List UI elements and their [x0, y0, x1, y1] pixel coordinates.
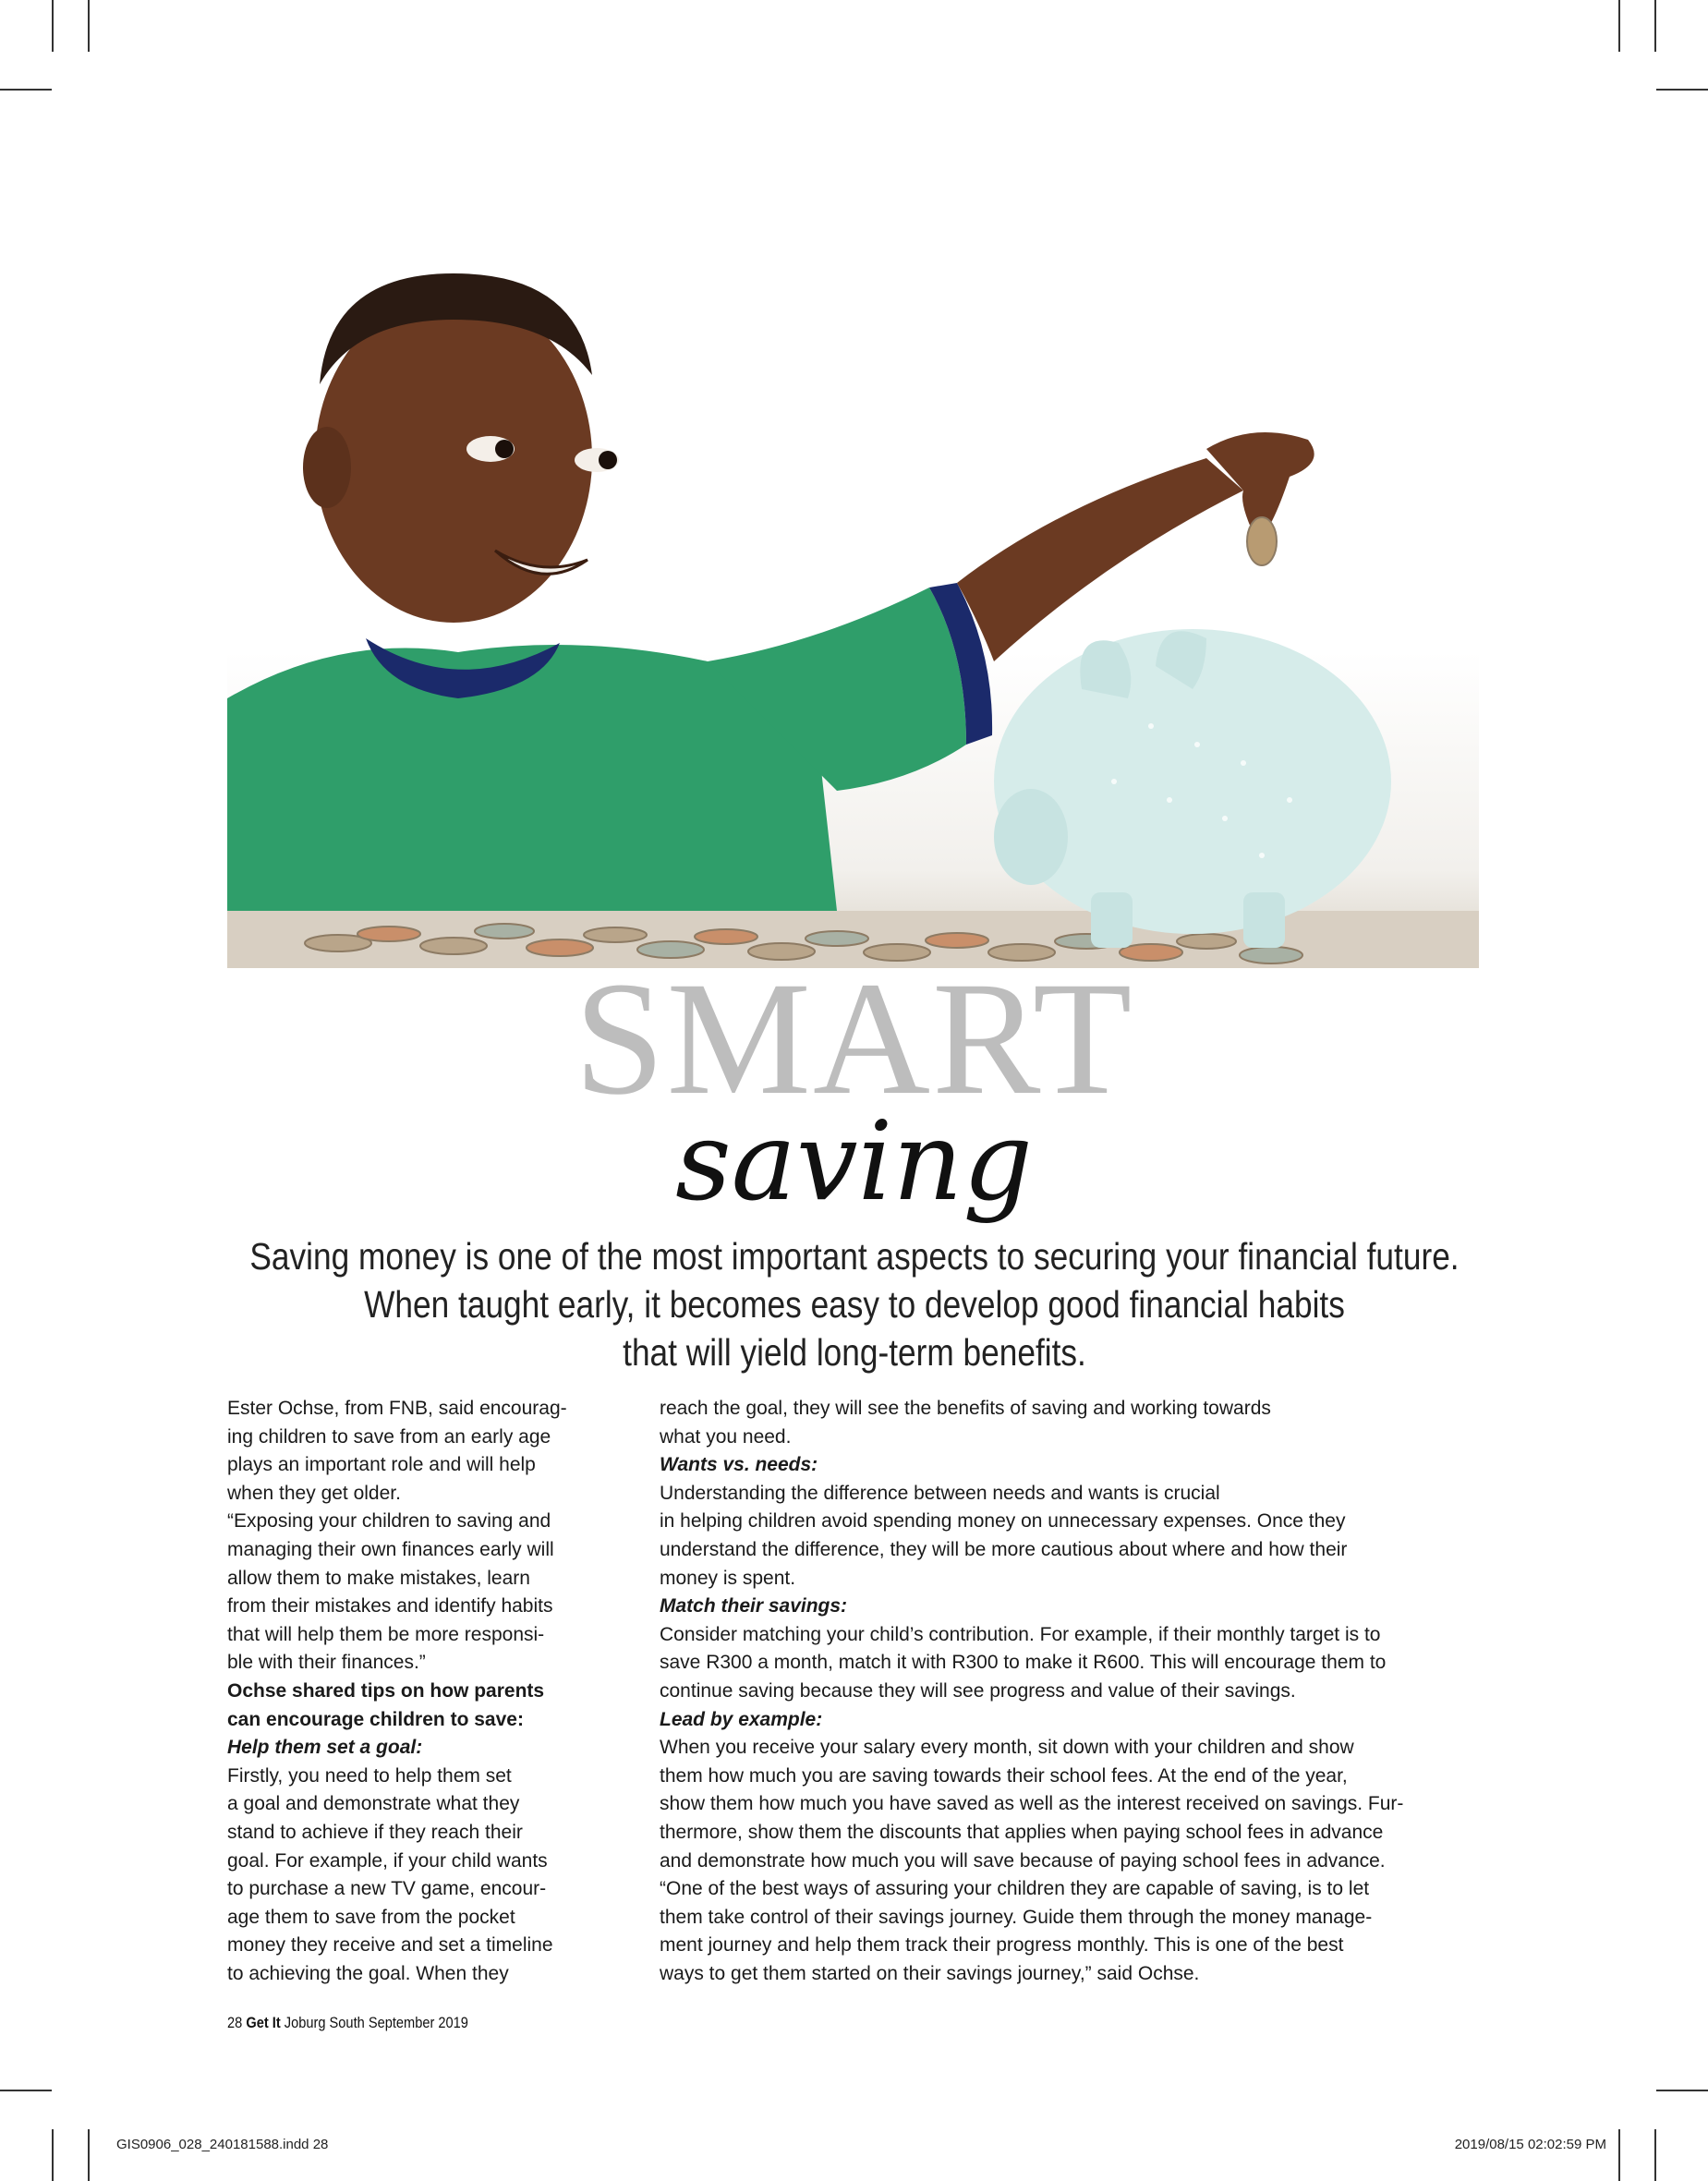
body-line: them how much you are saving towards their school fees. At the end of the year,: [660, 1764, 1348, 1787]
body-line: reach the goal, they will see the benefits of saving and working towards: [660, 1398, 1271, 1419]
body-line: thermore, show them the discounts that applies when paying school fees in advance: [660, 1821, 1384, 1843]
body-line: a goal and demonstrate what they: [227, 1793, 520, 1815]
body-line: goal. For example, if your child wants: [227, 1849, 548, 1872]
body-line: when they get older.: [227, 1482, 401, 1504]
subhead-tips: can encourage children to save:: [227, 1708, 524, 1730]
crop-mark: [88, 2129, 90, 2181]
body-line: Understanding the difference between needs and wants is crucial: [660, 1482, 1220, 1504]
piggy-bank: [994, 629, 1391, 948]
deck-intro: [247, 1232, 1462, 1376]
hero-photo: [227, 264, 1479, 968]
publication-name: Get It: [246, 2014, 281, 2031]
crop-mark: [0, 89, 52, 91]
body-line: age them to save from the pocket: [227, 1906, 515, 1928]
body-line: When you receive your salary every month, sit down with your children and show: [660, 1737, 1354, 1759]
body-line: Ester Ochse, from FNB, said encourag-: [227, 1398, 567, 1419]
crop-mark: [1618, 0, 1620, 52]
crop-mark: [1654, 0, 1656, 52]
body-line: understand the difference, they will be more cautious about where and how their: [660, 1538, 1348, 1560]
body-line: in helping children avoid spending money on unnecessary expenses. Once they: [660, 1510, 1346, 1533]
body-line: that will help them be more responsi-: [227, 1623, 545, 1645]
tip-heading-match-savings: Match their savings:: [660, 1595, 848, 1618]
body-line: them take control of their savings journey. Guide them through the money manage-: [660, 1906, 1373, 1928]
body-column-right: [660, 1395, 1482, 1988]
body-line: ing children to save from an early age: [227, 1425, 551, 1448]
slug-timestamp: 2019/08/15 02:02:59 PM: [1454, 2137, 1606, 2152]
deck-line: Saving money is one of the most important aspects to securing your financial future.: [249, 1235, 1460, 1278]
body-line: money they receive and set a timeline: [227, 1934, 553, 1957]
tip-heading-set-goal: Help them set a goal:: [227, 1737, 423, 1759]
crop-mark: [1656, 89, 1708, 91]
body-line: “Exposing your children to saving and: [227, 1510, 551, 1533]
body-line: to purchase a new TV game, encour-: [227, 1878, 547, 1900]
body-line: Consider matching your child’s contribution. For example, if their monthly target is to: [660, 1623, 1381, 1645]
body-line: save R300 a month, match it with R300 to make it R600. This will encourage them to: [660, 1652, 1387, 1674]
body-line: from their mistakes and identify habits: [227, 1595, 553, 1618]
body-line: what you need.: [660, 1425, 792, 1448]
body-line: stand to achieve if they reach their: [227, 1821, 523, 1843]
body-line: money is spent.: [660, 1567, 796, 1589]
child-with-piggy-bank-illustration: [227, 264, 1479, 968]
body-line: ways to get them started on their savings journey,” said Ochse.: [660, 1962, 1200, 1984]
crop-mark: [1654, 2129, 1656, 2181]
body-line: allow them to make mistakes, learn: [227, 1567, 530, 1589]
headline-saving: saving: [675, 1097, 1033, 1225]
tip-heading-wants-needs: Wants vs. needs:: [660, 1454, 818, 1476]
headline-smart: SMART: [574, 949, 1134, 1129]
page-folio: [227, 2014, 468, 2032]
issue-info: Joburg South September 2019: [284, 2014, 468, 2031]
crop-mark: [0, 2090, 52, 2091]
slug-filename: GIS0906_028_240181588.indd 28: [116, 2137, 329, 2152]
body-line: show them how much you have saved as well as the interest received on savings. Fur-: [660, 1793, 1404, 1815]
body-line: managing their own finances early will: [227, 1538, 554, 1560]
subhead-tips: Ochse shared tips on how parents: [227, 1679, 545, 1702]
body-line: and demonstrate how much you will save because of paying school fees in advance.: [660, 1849, 1386, 1872]
deck-line: that will yield long-term benefits.: [623, 1331, 1086, 1374]
crop-mark: [88, 0, 90, 52]
body-line: to achieving the goal. When they: [227, 1962, 509, 1984]
tip-heading-lead-by-example: Lead by example:: [660, 1708, 823, 1730]
body-column-left: [227, 1395, 634, 1988]
crop-mark: [1656, 2090, 1708, 2091]
body-line: ble with their finances.”: [227, 1652, 426, 1674]
body-line: ment journey and help them track their progress monthly. This is one of the best: [660, 1934, 1344, 1957]
crop-mark: [52, 0, 54, 52]
deck-line: When taught early, it becomes easy to develop good financial habits: [364, 1283, 1345, 1326]
body-line: continue saving because they will see progress and value of their savings.: [660, 1679, 1296, 1702]
body-line: plays an important role and will help: [227, 1454, 536, 1476]
body-line: “One of the best ways of assuring your children they are capable of saving, is to let: [660, 1878, 1370, 1900]
page-number: 28: [227, 2014, 243, 2031]
crop-mark: [52, 2129, 54, 2181]
crop-mark: [1618, 2129, 1620, 2181]
body-line: Firstly, you need to help them set: [227, 1764, 512, 1787]
